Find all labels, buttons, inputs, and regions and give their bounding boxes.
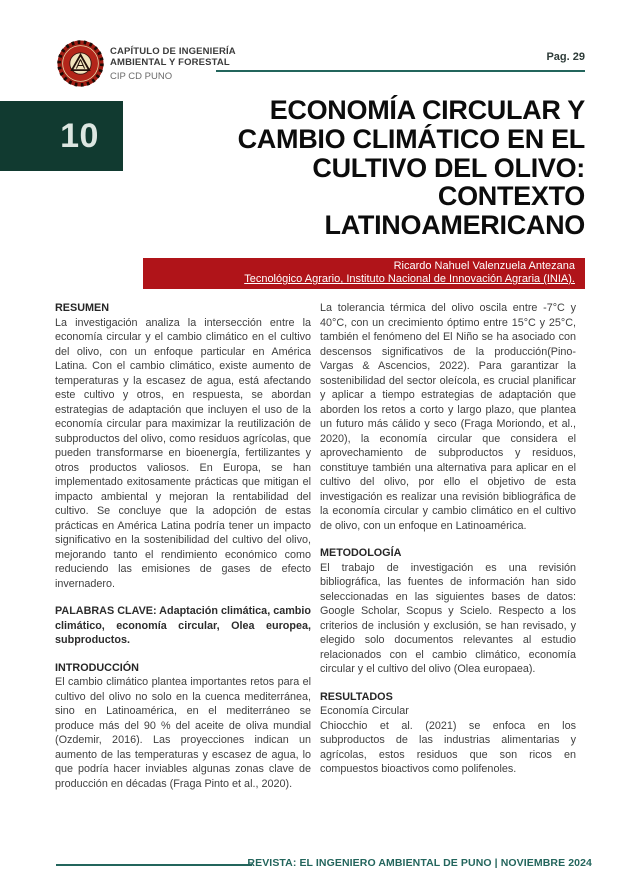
resumen-paragraph: La investigación analiza la intersección entre la economía circular y el cambio climático en el cultivo del olivo, con un enfoque particular en América Latina. Con el cambio climático, existe aumento de temperaturas y la escasez de agua, está afectando este cultivo y otros, en respuesta, se abordan estrategias de adaptación que incluyen el uso de la economía circular para maximizar la reutilización de subproductos del olivo, como residuos agrícolas, que pueden transformarse en bioenergía, fertilizantes y otros productos valiosos. En Europa, se han implementado exitosamente prácticas que mitigan el impacto ambiental y mejoran la rentabilidad del cultivo. Se concluye que la adopción de estas prácticas en América Latina podría tener un impacto significativo en la sostenibilidad del cultivo del olivo, mejorando tanto el rendimiento económico como reduciendo las emisiones de gases de efecto invernadero. <box>55 316 311 590</box>
left-column <box>55 301 311 857</box>
organization-block <box>110 46 236 82</box>
article-body <box>55 301 577 857</box>
keywords-paragraph: PALABRAS CLAVE: Adaptación climática, cambio climático, economía circular, Olea europea, subproductos. <box>55 605 311 646</box>
org-name-line1: CAPÍTULO DE INGENIERÍA <box>110 46 236 57</box>
journal-footer: REVISTA: EL INGENIERO AMBIENTAL DE PUNO | NOVIEMBRE 2024 <box>247 857 592 869</box>
resumen-heading: RESUMEN <box>55 302 109 314</box>
author-bar <box>143 258 585 289</box>
title-line-5: LATINOAMERICANO <box>324 210 585 241</box>
chapter-number: 10 <box>60 116 99 155</box>
metodologia-paragraph: El trabajo de investigación es una revisión bibliográfica, las fuentes de información han sido seleccionadas en las siguientes bases de datos: Google Scholar, Scopus y Scielo. Respecto a los criterios de inclusión y exclusión, se han revisado, y elegido solo documentos relevantes al estudio relacionados con el cambio climático, economía circular y el cultivo del olivo (Olea europaea). <box>320 561 576 675</box>
title-line-1: ECONOMÍA CIRCULAR Y <box>269 95 585 125</box>
resultados-subheading: Economía Circular <box>320 705 409 717</box>
resultados-paragraph: Chiocchio et al. (2021) se enfoca en los subproductos de las industrias alimentarias y agrícolas, estos residuos que son ricos en compuestos bioactivos como polifenoles. <box>320 719 576 775</box>
page-number: Pag. 29 <box>546 51 585 63</box>
right-column <box>320 301 576 857</box>
introduccion-heading: INTRODUCCIÓN <box>55 661 139 674</box>
author-affiliation-link[interactable]: Tecnológico Agrario, Instituto Nacional de Innovación Agraria (INIA). <box>244 273 575 285</box>
introduccion-paragraph: El cambio climático plantea importantes retos para el cultivo del olivo no solo en la cuenca mediterránea, sino en Latinoamérica, en el mediterráneo se produce más del 90 % del aceite de oliva mundial (Ozdemir, 2016). Las proyecciones indican un aumento de las temperaturas y escasez de agua, lo que podría hacer inviables algunas zonas clave de producción en décadas (Fraga Pinto et al., 2020). <box>55 676 311 790</box>
article-title <box>140 96 585 240</box>
footer-divider <box>56 864 252 866</box>
org-subtitle: CIP CD PUNO <box>110 71 173 82</box>
cip-seal-graphic <box>56 39 105 88</box>
cip-seal-icon <box>56 39 105 88</box>
author-name: Ricardo Nahuel Valenzuela Antezana <box>393 260 575 272</box>
org-name-line2: AMBIENTAL Y FORESTAL <box>110 57 230 68</box>
title-line-4: CONTEXTO <box>437 181 585 212</box>
header-divider <box>216 70 585 72</box>
title-line-2: CAMBIO CLIMÁTICO EN EL <box>237 123 585 154</box>
metodologia-heading: METODOLOGÍA <box>320 547 402 559</box>
title-line-3: CULTIVO DEL OLIVO: <box>312 152 585 183</box>
chapter-number-box <box>0 101 123 171</box>
tolerancia-paragraph: La tolerancia térmica del olivo oscila entre -7°C y 40°C, con un crecimiento óptimo entre 15°C y 25°C, también el fenómeno del El Niño se ha asociado con descensos significativos de la producción(Pino-Vargas & Ascencios, 2022). Para garantizar la sostenibilidad del sector oleícola, es crucial planificar y aplicar a tiempo estrategias de adaptación que aborden los retos a corto y largo plazo, que plantea un futuro más cálido y seco (Fraga Moriondo, et al., 2020), la economía circular que considera el aprovechamiento de subproductos y residuos, constituye también una alternativa para aplicar en el cultivo del olivo, por ello el objetivo de esta investigación es realizar una revisión bibliográfica de la economía circular y cambio climático en el cultivo de olivo, con un enfoque en Latinoamérica. <box>320 302 576 532</box>
resultados-heading: RESULTADOS <box>320 690 393 703</box>
